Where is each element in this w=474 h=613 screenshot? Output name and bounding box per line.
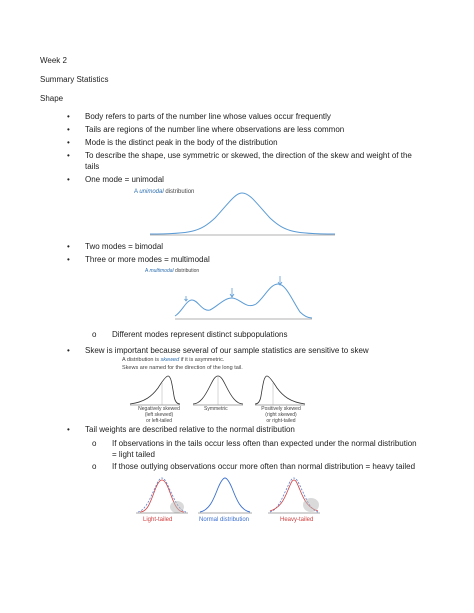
heavy-tailed-label: Heavy-tailed (280, 517, 314, 523)
bullet-describe-shape-cont: tails (85, 162, 100, 171)
bullet-dot: • (67, 125, 70, 134)
sub-bullet-marker: o (92, 462, 97, 471)
bullet-dot: • (67, 425, 70, 434)
week-title: Week 2 (40, 56, 67, 65)
section-title: Summary Statistics (40, 75, 109, 84)
bullet-mode: Mode is the distinct peak in the body of the distribution (85, 138, 278, 147)
sub-bullet-heavy-tailed: If those outlying observations occur more often than normal distribution = heavy tailed (112, 462, 416, 471)
bullet-dot: • (67, 112, 70, 121)
pos-skew-label: Positively skewed (right skewed) or right-tailed (261, 406, 301, 424)
bullet-dot: • (67, 255, 70, 264)
light-tailed-label: Light-tailed (143, 517, 173, 523)
normal-distribution-label: Normal distribution (199, 517, 250, 523)
heavy-tailed-highlight (303, 498, 319, 512)
bullet-unimodal: One mode = unimodal (85, 175, 164, 184)
unimodal-caption: A unimodal distribution (134, 189, 195, 195)
sub-bullet-marker: o (92, 439, 97, 448)
bullet-multimodal: Three or more modes = multimodal (85, 255, 210, 264)
bullet-dot: • (67, 346, 70, 355)
bullet-skew: Skew is important because several of our sample statistics are sensitive to skew (85, 346, 369, 355)
bullet-dot: • (67, 175, 70, 184)
skew-caption-line1: A distribution is skewed if it is asymmetric. (122, 357, 225, 363)
sub-bullet-light-tailed: If observations in the tails occur less often than expected under the normal distribution (112, 439, 417, 448)
bullet-describe-shape: To describe the shape, use symmetric or skewed, the direction of the skew and weight of the (85, 151, 412, 160)
bullet-tail-weights: Tail weights are described relative to the normal distribution (85, 425, 295, 434)
skew-caption-line2: Skews are named for the direction of the long tail. (122, 365, 243, 371)
bullet-dot: • (67, 151, 70, 160)
neg-skew-label: Negatively skewed (left skewed) or left-tailed (138, 406, 180, 424)
bullet-dot: • (67, 242, 70, 251)
bullet-body: Body refers to parts of the number line whose values occur frequently (85, 112, 331, 121)
sub-bullet-subpopulations: Different modes represent distinct subpopulations (112, 330, 288, 339)
bullet-dot: • (67, 138, 70, 147)
multimodal-caption: A multimodal distribution (145, 268, 200, 274)
sub-bullet-marker: o (92, 330, 97, 339)
light-tailed-highlight (170, 501, 184, 513)
bullet-bimodal: Two modes = bimodal (85, 242, 164, 251)
bullet-tails: Tails are regions of the number line where observations are less common (85, 125, 345, 134)
normal-curve (200, 478, 250, 512)
symmetric-label: Symmetric (204, 406, 228, 412)
sub-bullet-light-tailed-cont: = light tailed (112, 450, 155, 459)
subsection-title: Shape (40, 94, 64, 103)
